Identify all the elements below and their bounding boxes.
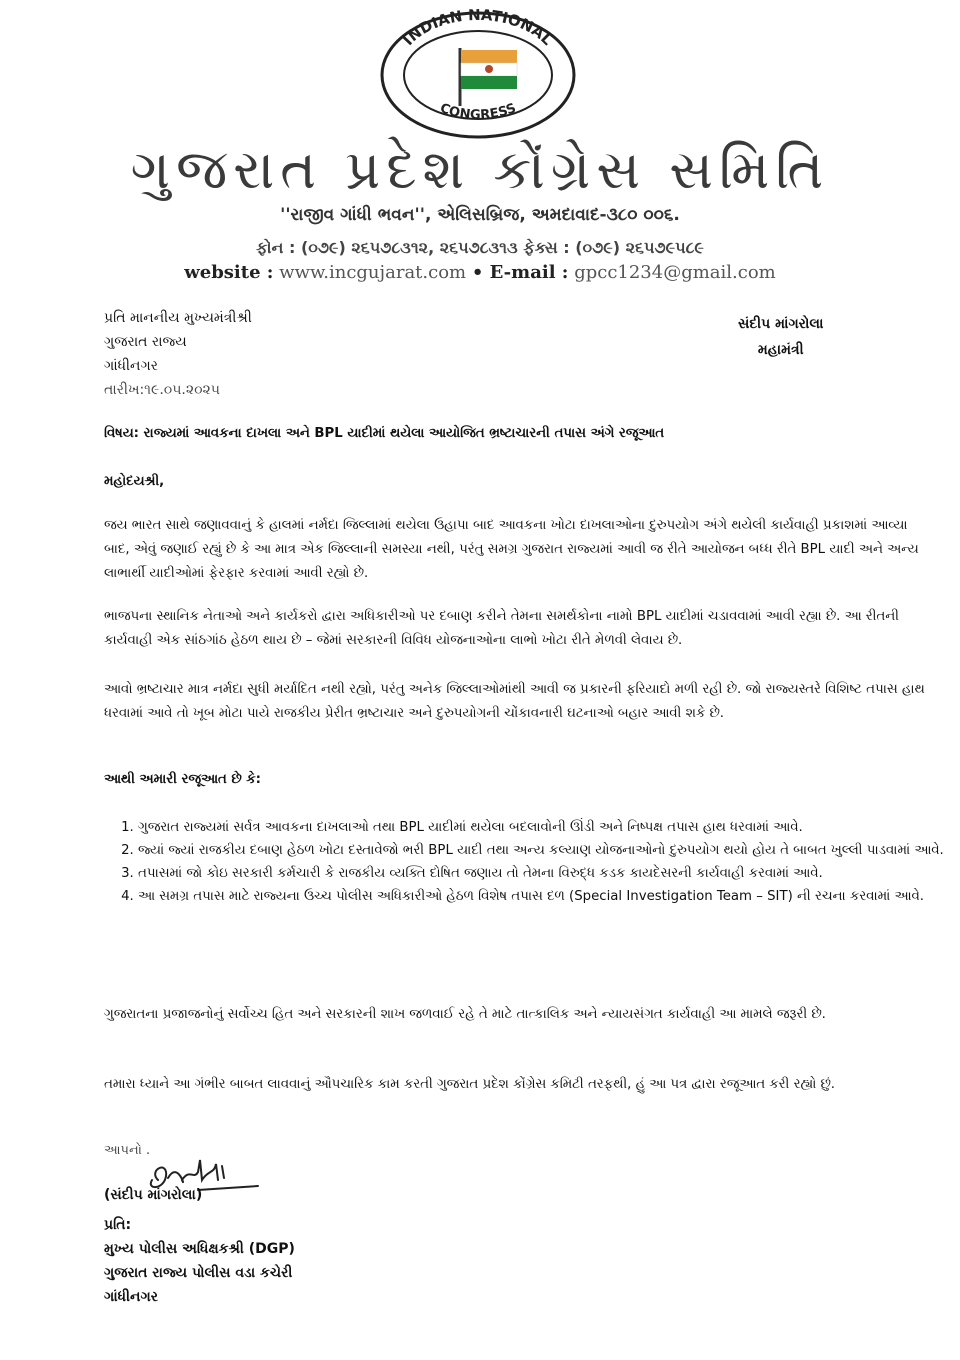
website-label: website : [184,262,274,283]
email-link[interactable]: gpcc1234@gmail.com [574,262,776,283]
website-link[interactable]: www.incgujarat.com [279,262,467,283]
email-label: • E-mail : [471,262,569,283]
letterhead-phone: ફોન : (૦૭૯) ૨૬૫૭૮૩૧૨, ૨૬૫૭૮૩૧૩ ફેક્સ : (૦૭૯) ૨૬૫૭૯૫૮૯ [256,238,704,257]
demands-list [104,816,958,908]
paragraph-1: જય ભારત સાથે જણાવવાનું કે હાલમાં નર્મદા જિલ્લામાં થયેલા ઉહાપા બાદ આવકના ખોટા દાખલાઓના દુરુપયોગ અંગે થયેલી કાર્યવાહી પ્રકાશમાં આવ્યા બાદ, એવું જણાઈ રહ્યું છે કે આ માત્ર એક જિલ્લાની સમસ્યા નથી, પરંતુ સમગ્ર ગુજરાત રાજ્યમાં આવી જ રીતે આયોજન બધ્ધ રીતે BPL યાદી અને અન્ય લાભાર્થી યાદીઓમાં ફેરફાર કરવામાં આવી રહ્યો છે. [104,518,919,581]
paragraph-4: ગુજરાતના પ્રજાજનોનું સર્વોચ્ચ હિત અને સરકારની શાખ જળવાઈ રહે તે માટે તાત્કાલિક અને ન્યાયસંગત કાર્યવાહી આ મામલે જરૂરી છે. [104,1007,826,1022]
logo-top-text: INDIAN NATIONAL [399,8,557,49]
flag-icon [460,48,517,106]
sender-title: મહામંત્રી [757,342,804,358]
signatory-name: (સંદીપ માંગરોલા) [104,1187,203,1203]
salutation: મહોદયશ્રી, [104,474,165,489]
closing-text: આપનો . [104,1143,151,1158]
letter-subject: વિષય: રાજ્યમાં આવકના દાખલા અને BPL યાદીમાં થયેલા આયોજિત ભ્રષ્ટાચારની તપાસ અંગે રજૂઆત [104,426,665,441]
list-item: 1. ગુજરાત રાજ્યમાં સર્વત્ર આવકના દાખલાઓ તથા BPL યાદીમાં થયેલા બદલાવોની ઊંડી અને નિષ્પક્ષ તપાસ હાથ ધરવામાં આવે. [138,816,958,839]
addressee-line-2: ગુજરાત રાજ્ય [104,334,187,350]
letter-date: તારીખ:૧૯.૦૫.૨૦૨૫ [104,382,220,398]
addressee-block [104,306,252,402]
addressee-line-1: પ્રતિ માનનીય મુખ્યમંત્રીશ્રી [104,310,252,326]
copy-recipient-block [104,1213,295,1309]
recipient-label: પ્રતિ: [104,1217,132,1233]
sender-name: સંદીપ માંગરોલા [738,316,824,332]
list-item: 3. તપાસમાં જો કોઇ સરકારી કર્મચારી કે રાજકીય વ્યક્તિ દોષિત જણાય તો તેમના વિરુદ્ધ કડક કાયદેસરની કાર્યવાહી કરવામાં આવે. [138,862,958,885]
demands-intro: આથી અમારી રજૂઆત છે કે: [104,772,261,787]
addressee-line-3: ગાંધીનગર [104,358,158,374]
list-item: 2. જ્યાં જ્યાં રાજકીય દબાણ હેઠળ ખોટા દસ્તાવેજો ભરી BPL યાદી તથા અન્ય કલ્યાણ યોજનાઓનો દુરુપયોગ થયો હોય તે બાબત ખુલ્લી પાડવામાં આવે. [138,839,958,862]
organization-name: ગુજરાત પ્રદેશ કોંગ્રેસ સમિતિ [130,138,830,201]
recipient-line-3: ગાંધીનગર [104,1289,158,1305]
recipient-line-1: મુખ્ય પોલીસ અધિક્ષકશ્રી (DGP) [104,1241,295,1257]
list-item: 4. આ સમગ્ર તપાસ માટે રાજ્યના ઉચ્ચ પોલીસ અધિકારીઓ હેઠળ વિશેષ તપાસ દળ (Special Investigation Team – SIT) ની રચના કરવામાં આવે. [138,885,958,908]
congress-logo [378,8,578,142]
letterhead-address: ''રાજીવ ગાંધી ભવન'', એલિસબ્રિજ, અમદાવાદ-૩૮૦ ૦૦૬. [280,205,680,225]
paragraph-5: તમારા ધ્યાને આ ગંભીર બાબત લાવવાનું ઔપચારિક કામ કરતી ગુજરાત પ્રદેશ કોંગ્રેસ કમિટી તરફથી, હું આ પત્ર દ્વારા રજૂઆત કરી રહ્યો છું. [104,1077,836,1092]
paragraph-2: ભાજપના સ્થાનિક નેતાઓ અને કાર્યકરો દ્વારા અધિકારીઓ પર દબાણ કરીને તેમના સમર્થકોના નામો BPL યાદીમાં ચડાવવામાં આવી રહ્યા છે. આ રીતની કાર્યવાહી એક સાંઠગાંઠ હેઠળ થાય છે – જેમાં સરકારની વિવિધ યોજનાઓના લાભો ખોટા રીતે મેળવી લેવાય છે. [104,609,899,648]
recipient-line-2: ગુજરાત રાજ્ય પોલીસ વડા કચેરી [104,1265,293,1281]
sender-block [738,311,823,363]
paragraph-3: આવો ભ્રષ્ટાચાર માત્ર નર્મદા સુધી મર્યાદિત નથી રહ્યો, પરંતુ અનેક જિલ્લાઓમાંથી આવી જ પ્રકારની ફરિયાદો મળી રહી છે. જો રાજ્યસ્તરે વિશિષ્ટ તપાસ હાથ ધરવામાં આવે તો ખૂબ મોટા પાયે રાજકીય પ્રેરીત ભ્રષ્ટાચાર અને દુરુપયોગની ચોંકાવનારી ઘટનાઓ બહાર આવી શકે છે. [104,682,925,721]
letterhead-contact [0,262,960,283]
logo-bottom-text: CONGRESS [437,100,519,123]
